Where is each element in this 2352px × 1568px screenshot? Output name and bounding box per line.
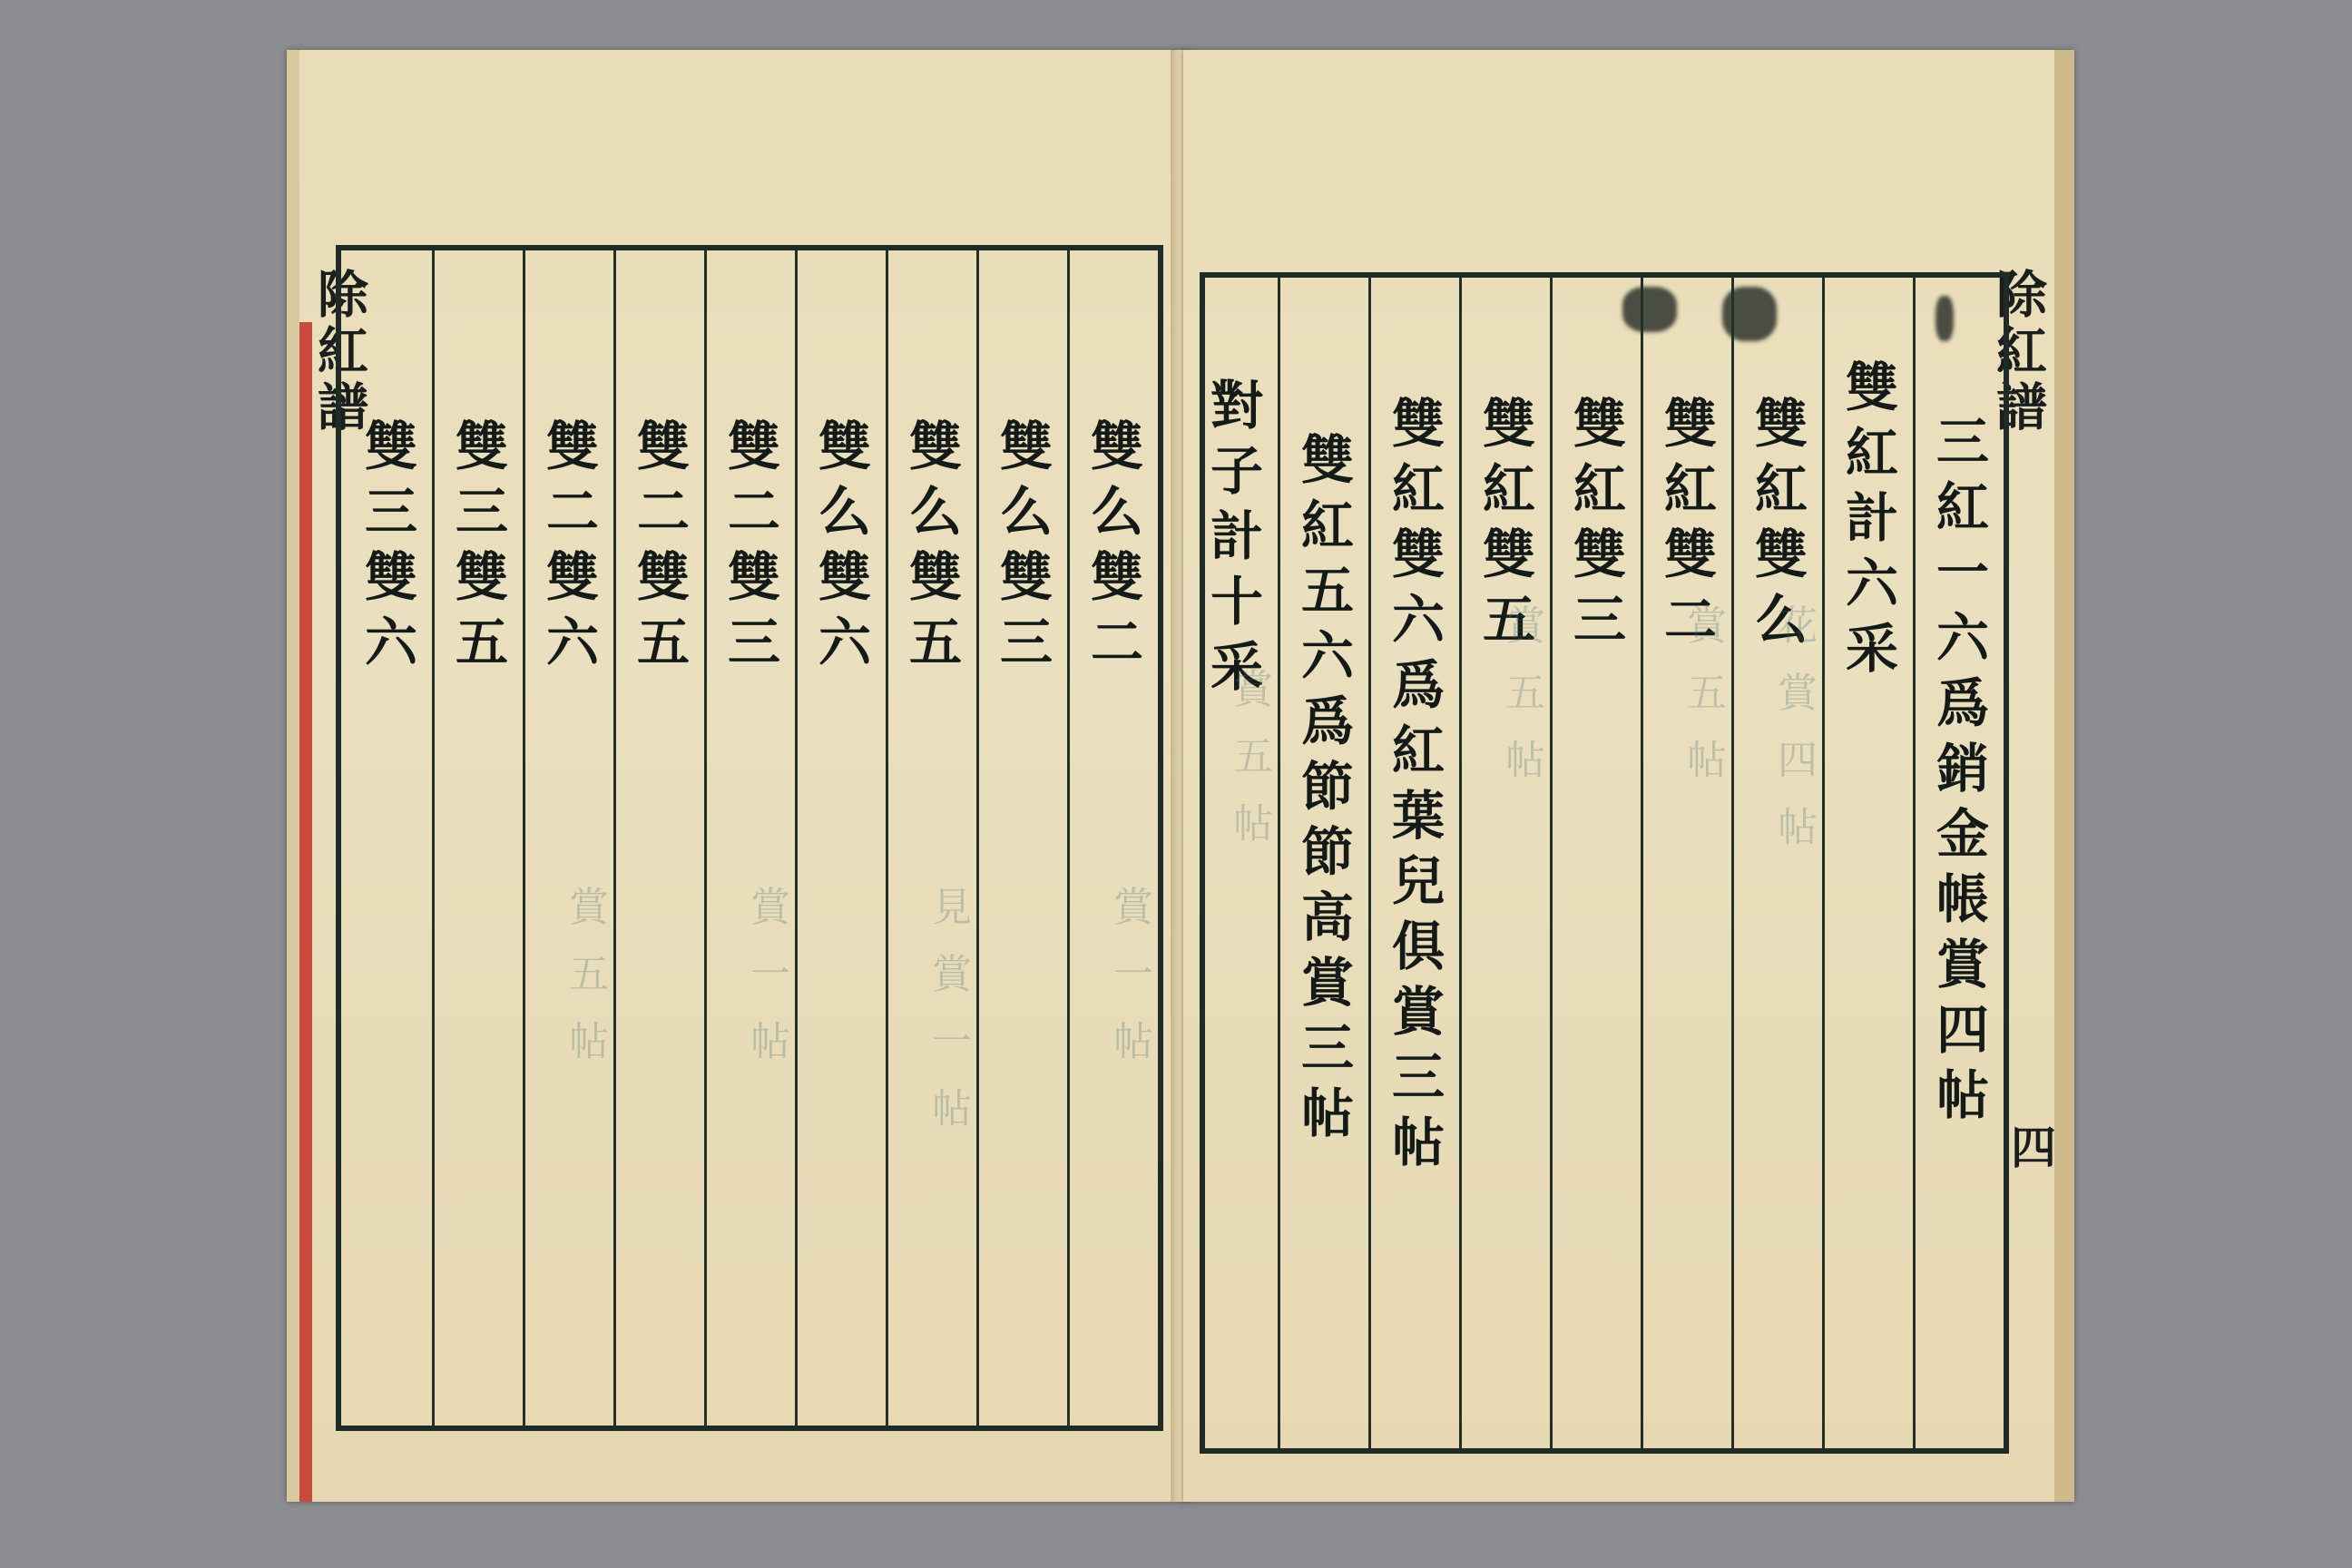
column-text: 雙六 [537,549,599,680]
column-text: 三紅一六爲銷金帳賞四帖 [1927,414,1989,1132]
column-text: 對子計十采 [1201,377,1263,704]
text-column [613,250,704,1426]
column-text: 雙紅雙六爲紅葉兒俱賞三帖 [1383,396,1445,1180]
text-column: 雙么 雙二 賞一帖 [1067,250,1158,1426]
column-prefix: 雙么 [809,418,871,549]
text-column: 雙紅雙五 賞五帖 [1459,278,1550,1448]
column-prefix: 雙二 [719,418,780,549]
right-page [1183,50,2074,1502]
column-text: 雙紅雙二 [1655,396,1717,657]
text-column: 雙紅雙么 花賞四帖 [1731,278,1822,1448]
text-column [432,250,523,1426]
column-text: 雙五 [628,549,690,680]
left-page [287,50,1189,1502]
column-text: 雙紅雙么 [1746,396,1808,657]
text-column: 雙二 雙六 賞五帖 [523,250,613,1426]
column-prefix: 雙三 [446,418,508,549]
text-column: 雙二 雙三 賞一帖 [704,250,795,1426]
column-text: 雙五 [900,549,962,680]
text-column [341,250,432,1426]
text-column: 雙么 雙五 見賞一帖 [886,250,976,1426]
book-edge [299,322,312,1502]
column-prefix: 雙么 [1082,418,1143,549]
text-column [1368,278,1459,1448]
column-text: 雙紅雙三 [1564,396,1626,657]
text-column [1822,278,1913,1448]
text-column [1550,278,1641,1448]
column-text: 雙三 [719,549,780,680]
page-number: 四 [2011,1121,2056,1174]
column-text: 雙三 [991,549,1053,680]
column-prefix: 雙么 [991,418,1053,549]
column-text: 雙五 [446,549,508,680]
text-column [976,250,1067,1426]
left-text-frame [336,245,1163,1431]
left-margin-title: 除紅譜 [309,268,369,436]
column-prefix: 雙二 [537,418,599,549]
text-column: 雙紅雙二 賞五帖 [1641,278,1731,1448]
text-column [1913,278,2004,1448]
text-column [1278,278,1368,1448]
column-text: 雙紅雙五 [1474,396,1535,657]
text-column: 對子計十采 賞五帖 [1205,278,1278,1448]
right-margin-title: 除紅譜 [1988,268,2048,436]
right-text-frame [1200,272,2009,1454]
column-text: 雙紅計六采 [1837,359,1898,686]
column-text: 雙六 [809,549,871,680]
column-prefix: 雙二 [628,418,690,549]
column-text: 雙二 [1082,549,1143,680]
open-book [272,50,2105,1502]
column-text: 雙六 [356,549,417,680]
text-column [795,250,886,1426]
column-text: 雙紅五六爲節節高賞三帖 [1292,432,1354,1151]
column-prefix: 雙三 [356,418,417,549]
column-prefix: 雙么 [900,418,962,549]
